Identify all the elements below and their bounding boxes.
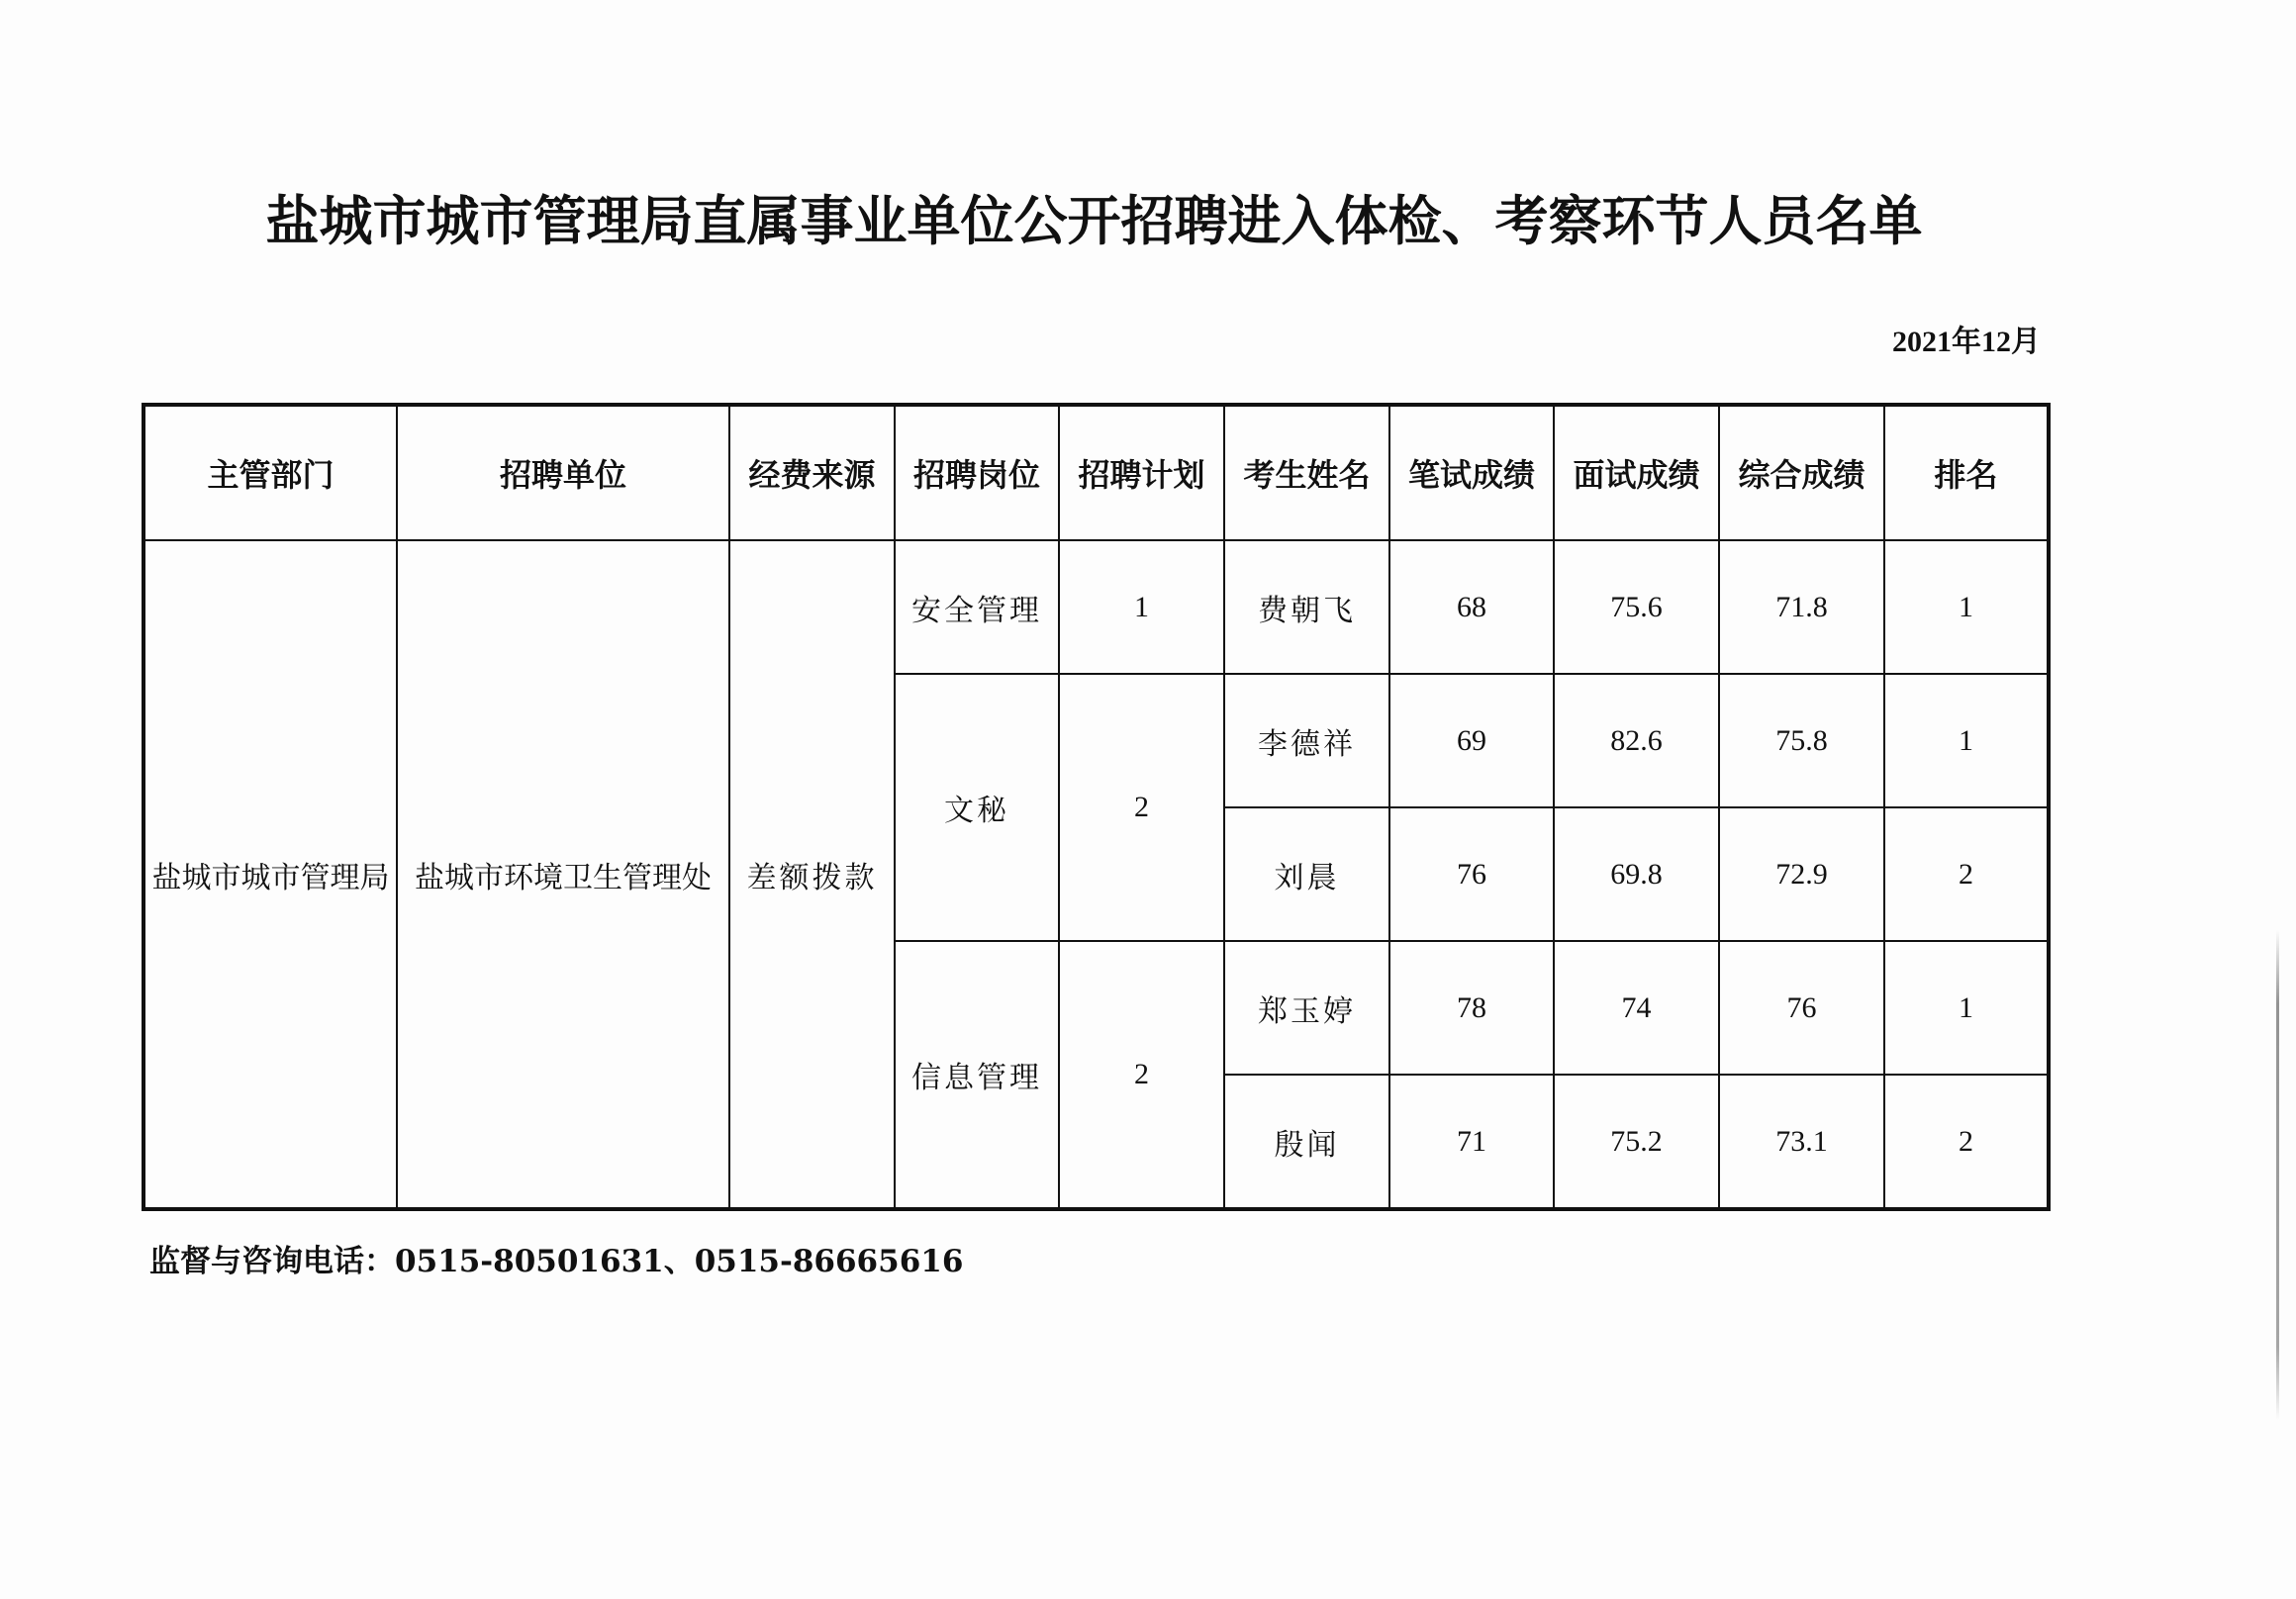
cell-written-score: 68 [1389,540,1554,674]
cell-overall-score: 73.1 [1719,1075,1884,1209]
cell-interview-score: 69.8 [1554,807,1719,941]
cell-rank: 1 [1884,540,2049,674]
cell-position: 信息管理 [895,941,1059,1209]
cell-written-score: 69 [1389,674,1554,807]
cell-overall-score: 76 [1719,941,1884,1075]
cell-overall-score: 72.9 [1719,807,1884,941]
cell-interview-score: 75.6 [1554,540,1719,674]
cell-interview-score: 74 [1554,941,1719,1075]
cell-plan: 2 [1059,674,1224,941]
cell-written-score: 76 [1389,807,1554,941]
scan-edge-mark [2276,930,2279,1420]
cell-rank: 2 [1884,807,2049,941]
document-title: 盐城市城市管理局直属事业单位公开招聘进入体检、考察环节人员名单 [265,189,1923,252]
cell-rank: 1 [1884,674,2049,807]
cell-written-score: 78 [1389,941,1554,1075]
header-position: 招聘岗位 [895,405,1059,540]
candidate-table [142,403,2051,1211]
cell-rank: 2 [1884,1075,2049,1209]
cell-position: 文秘 [895,674,1059,941]
header-candidate-name: 考生姓名 [1224,405,1389,540]
contact-footer: 监督与咨询电话：0515-80501631、0515-86665616 [149,1244,964,1279]
header-funding-source: 经费来源 [729,405,895,540]
header-overall-score: 综合成绩 [1719,405,1884,540]
cell-plan: 2 [1059,941,1224,1209]
cell-interview-score: 82.6 [1554,674,1719,807]
table-header-row [144,405,2049,540]
cell-recruiting-unit: 盐城市环境卫生管理处 [397,540,729,1209]
cell-overall-score: 75.8 [1719,674,1884,807]
cell-rank: 1 [1884,941,2049,1075]
cell-plan: 1 [1059,540,1224,674]
cell-candidate-name: 费朝飞 [1224,540,1389,674]
cell-department: 盐城市城市管理局 [144,540,397,1209]
cell-candidate-name: 刘晨 [1224,807,1389,941]
cell-funding-source: 差额拨款 [729,540,895,1209]
cell-written-score: 71 [1389,1075,1554,1209]
header-rank: 排名 [1884,405,2049,540]
document-date: 2021年12月 [1892,326,2041,358]
cell-candidate-name: 殷闻 [1224,1075,1389,1209]
header-plan: 招聘计划 [1059,405,1224,540]
cell-position: 安全管理 [895,540,1059,674]
cell-interview-score: 75.2 [1554,1075,1719,1209]
table-row [144,540,2049,674]
header-department: 主管部门 [144,405,397,540]
cell-overall-score: 71.8 [1719,540,1884,674]
cell-candidate-name: 郑玉婷 [1224,941,1389,1075]
cell-candidate-name: 李德祥 [1224,674,1389,807]
header-recruiting-unit: 招聘单位 [397,405,729,540]
header-written-score: 笔试成绩 [1389,405,1554,540]
header-interview-score: 面试成绩 [1554,405,1719,540]
